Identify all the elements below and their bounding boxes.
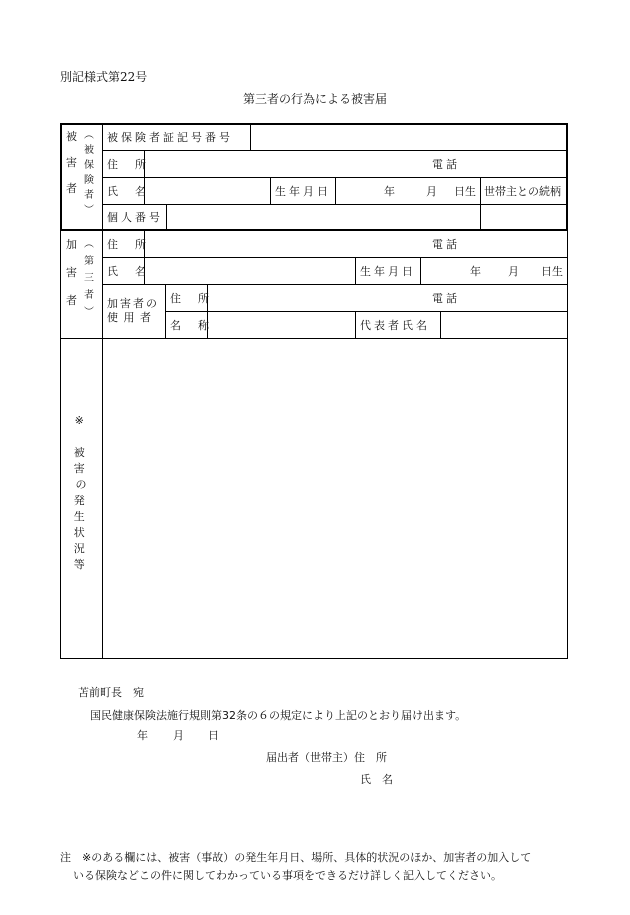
perpetrator-phone-label: 電話 — [432, 238, 460, 251]
relation-label: 世帯主との続柄 — [484, 185, 561, 198]
victim-phone-label: 電話 — [432, 158, 460, 171]
perpetrator-birth-day: 日生 — [541, 265, 563, 278]
insured-id-label: 被保険者証記号番号 — [107, 131, 233, 144]
victim-side-sublabel: ︵ 被 保 険 者 ︶ — [84, 130, 94, 216]
situation-field[interactable] — [103, 339, 567, 658]
addressee: 苫前町長 宛 — [78, 686, 144, 699]
victim-birth-year: 年 — [384, 185, 398, 198]
perpetrator-side-sublabel: ︵ 第 三 者 ︶ — [84, 239, 94, 318]
perpetrator-address-label: 住 所 — [107, 238, 149, 251]
victim-name-label: 氏 名 — [107, 185, 149, 198]
employer-phone-label: 電話 — [432, 292, 460, 305]
statement: 国民健康保険法施行規則第32条の６の規定により上記のとおり届け出ます。 — [90, 709, 467, 722]
date-year: 年 — [137, 729, 148, 742]
employer-label-line1: 加害者の — [107, 297, 159, 310]
perpetrator-side-label: 加 害 者 — [66, 238, 77, 307]
personal-number-label: 個人番号 — [107, 211, 163, 224]
victim-birth-day: 日生 — [454, 185, 476, 198]
perpetrator-name-label: 氏 名 — [107, 265, 149, 278]
reporter-name-label: 氏 名 — [360, 773, 393, 786]
note-line-2: いる保険などこの件に関してわかっている事項をできるだけ詳しく記入してください。 — [73, 869, 502, 882]
reporter-address-label: 届出者（世帯主）住 所 — [266, 751, 387, 764]
victim-birth-month: 月 — [426, 185, 440, 198]
representative-label: 代表者氏名 — [360, 319, 430, 332]
employer-name-label: 名 称 — [170, 319, 212, 332]
employer-address-label: 住 所 — [170, 292, 212, 305]
victim-address-label: 住 所 — [107, 158, 149, 171]
form-number: 別記様式第22号 — [60, 70, 148, 84]
perpetrator-birth-month: 月 — [508, 265, 522, 278]
employer-label-line2: 使 用 者 — [107, 311, 152, 324]
date-month: 月 — [173, 729, 184, 742]
date-day: 日 — [208, 729, 219, 742]
situation-label: ※ 被 害 の 発 生 状 況 等 — [73, 414, 87, 571]
perpetrator-birth-label: 生年月日 — [360, 265, 416, 278]
victim-birth-label: 生年月日 — [275, 185, 331, 198]
form-title: 第三者の行為による被害届 — [242, 92, 387, 106]
victim-side-label: 被 害 者 — [66, 130, 77, 195]
note-line-1: 注 ※のある欄には、被害（事故）の発生年月日、場所、具体的状況のほか、加害者の加入して — [60, 851, 532, 864]
perpetrator-birth-year: 年 — [470, 265, 484, 278]
